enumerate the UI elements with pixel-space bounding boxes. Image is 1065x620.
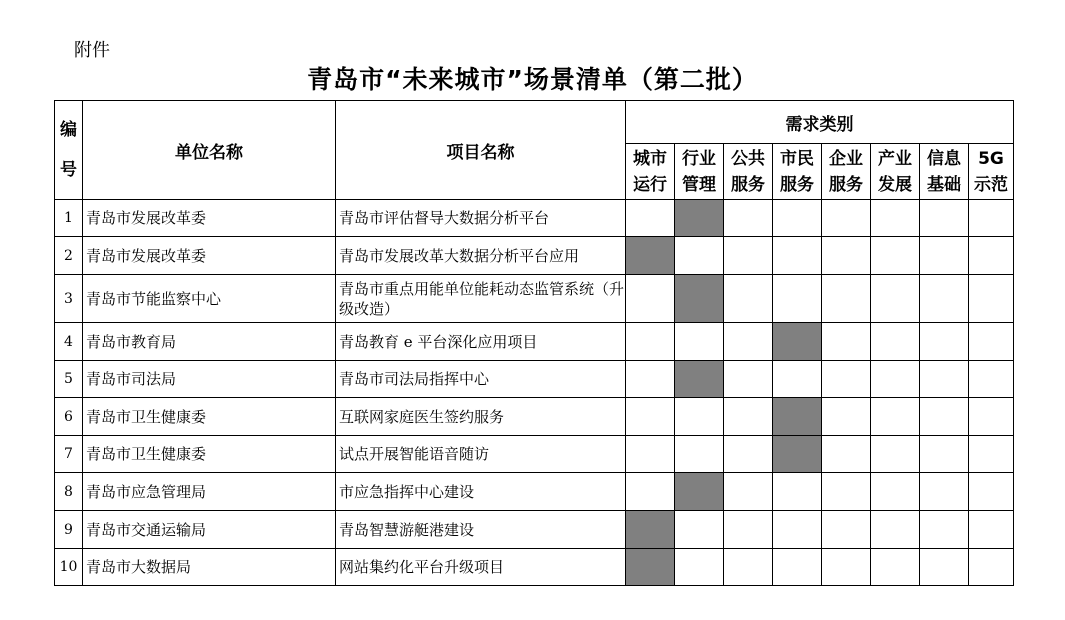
category-mark-empty [822, 275, 871, 323]
table-row [55, 511, 1014, 549]
project-name: 青岛市评估督导大数据分析平台 [336, 200, 626, 237]
table-row [55, 473, 1014, 511]
header-unit: 单位名称 [83, 101, 336, 200]
category-mark-empty [920, 473, 969, 511]
table-row [55, 361, 1014, 398]
category-mark-empty [724, 200, 773, 237]
category-line-2: 发展 [878, 174, 912, 195]
row-number: 7 [55, 436, 83, 473]
category-mark-filled [675, 473, 724, 511]
category-mark-empty [969, 473, 1014, 511]
project-name: 青岛智慧游艇港建设 [336, 511, 626, 549]
table-row [55, 436, 1014, 473]
category-mark-empty [724, 237, 773, 275]
attachment-label: 附件 [74, 40, 110, 61]
category-mark-empty [969, 436, 1014, 473]
row-number: 3 [55, 275, 83, 323]
category-mark-empty [871, 473, 920, 511]
unit-name: 青岛市卫生健康委 [83, 398, 336, 436]
category-mark-empty [822, 398, 871, 436]
category-mark-empty [822, 473, 871, 511]
category-mark-empty [626, 361, 675, 398]
header-number [55, 101, 83, 200]
unit-name: 青岛市节能监察中心 [83, 275, 336, 323]
table-row [55, 200, 1014, 237]
category-mark-empty [675, 237, 724, 275]
project-name: 青岛市重点用能单位能耗动态监管系统（升级改造） [336, 275, 626, 323]
category-mark-filled [773, 323, 822, 361]
category-mark-empty [675, 323, 724, 361]
category-mark-filled [626, 511, 675, 549]
category-line-1: 产业 [878, 148, 912, 169]
category-mark-empty [871, 398, 920, 436]
category-line-1: 企业 [829, 148, 863, 169]
category-mark-empty [969, 549, 1014, 586]
row-number: 2 [55, 237, 83, 275]
project-name: 市应急指挥中心建设 [336, 473, 626, 511]
category-mark-empty [822, 436, 871, 473]
category-mark-empty [724, 473, 773, 511]
row-number: 5 [55, 361, 83, 398]
page-title: 青岛市“未来城市”场景清单（第二批） [307, 65, 758, 94]
category-line-2: 服务 [829, 174, 863, 195]
unit-name: 青岛市卫生健康委 [83, 436, 336, 473]
category-line-1: 信息 [927, 148, 961, 169]
category-mark-empty [626, 275, 675, 323]
category-mark-empty [675, 436, 724, 473]
category-mark-empty [920, 323, 969, 361]
category-mark-empty [724, 361, 773, 398]
table-row [55, 237, 1014, 275]
category-mark-empty [871, 323, 920, 361]
category-mark-empty [724, 323, 773, 361]
row-number: 6 [55, 398, 83, 436]
category-mark-empty [773, 549, 822, 586]
header-category-8 [969, 144, 1014, 200]
category-mark-empty [626, 398, 675, 436]
project-name: 青岛市司法局指挥中心 [336, 361, 626, 398]
header-category-5 [822, 144, 871, 200]
category-mark-empty [822, 237, 871, 275]
category-line-2: 服务 [780, 174, 814, 195]
category-mark-empty [871, 237, 920, 275]
category-mark-empty [920, 361, 969, 398]
header-project: 项目名称 [336, 101, 626, 200]
header-category-1 [626, 144, 675, 200]
category-mark-empty [969, 323, 1014, 361]
category-mark-empty [920, 549, 969, 586]
unit-name: 青岛市应急管理局 [83, 473, 336, 511]
row-number: 8 [55, 473, 83, 511]
category-mark-empty [675, 549, 724, 586]
category-mark-empty [626, 473, 675, 511]
category-mark-empty [920, 237, 969, 275]
row-number: 9 [55, 511, 83, 549]
category-mark-empty [969, 361, 1014, 398]
category-mark-filled [675, 200, 724, 237]
category-mark-empty [626, 436, 675, 473]
category-mark-filled [773, 398, 822, 436]
category-mark-empty [920, 436, 969, 473]
unit-name: 青岛市发展改革委 [83, 237, 336, 275]
header-category-7 [920, 144, 969, 200]
category-mark-empty [675, 398, 724, 436]
category-mark-filled [675, 361, 724, 398]
table-row [55, 275, 1014, 323]
project-name: 青岛市发展改革大数据分析平台应用 [336, 237, 626, 275]
unit-name: 青岛市教育局 [83, 323, 336, 361]
category-line-1: 公共 [731, 148, 765, 169]
category-line-1: 行业 [682, 148, 716, 169]
row-number: 1 [55, 200, 83, 237]
header-category-3 [724, 144, 773, 200]
category-mark-empty [969, 511, 1014, 549]
row-number: 4 [55, 323, 83, 361]
category-line-1: 城市 [633, 148, 667, 169]
category-mark-empty [969, 398, 1014, 436]
header-category-6 [871, 144, 920, 200]
category-line-2: 管理 [682, 174, 716, 195]
category-mark-empty [675, 511, 724, 549]
header-category-2 [675, 144, 724, 200]
category-mark-empty [822, 200, 871, 237]
unit-name: 青岛市司法局 [83, 361, 336, 398]
category-mark-empty [773, 237, 822, 275]
category-mark-empty [871, 361, 920, 398]
category-mark-filled [626, 549, 675, 586]
category-mark-empty [871, 549, 920, 586]
category-mark-empty [871, 275, 920, 323]
category-mark-empty [626, 323, 675, 361]
category-mark-empty [724, 398, 773, 436]
category-mark-empty [822, 549, 871, 586]
project-name: 网站集约化平台升级项目 [336, 549, 626, 586]
category-line-1: 5G [978, 148, 1004, 169]
unit-name: 青岛市交通运输局 [83, 511, 336, 549]
category-mark-empty [871, 436, 920, 473]
category-mark-empty [969, 275, 1014, 323]
category-mark-empty [724, 511, 773, 549]
category-mark-empty [724, 549, 773, 586]
category-mark-empty [822, 511, 871, 549]
category-mark-empty [920, 200, 969, 237]
category-mark-empty [871, 200, 920, 237]
unit-name: 青岛市发展改革委 [83, 200, 336, 237]
header-category-group: 需求类别 [626, 101, 1014, 144]
table-row [55, 398, 1014, 436]
row-number: 10 [55, 549, 83, 586]
category-mark-empty [773, 361, 822, 398]
category-line-2: 基础 [927, 174, 961, 195]
category-mark-empty [969, 237, 1014, 275]
unit-name: 青岛市大数据局 [83, 549, 336, 586]
header-number-char-1: 编 [60, 120, 77, 140]
category-mark-empty [626, 200, 675, 237]
category-mark-empty [724, 436, 773, 473]
category-mark-filled [773, 436, 822, 473]
project-name: 青岛教育 e 平台深化应用项目 [336, 323, 626, 361]
scenario-table [54, 100, 1014, 586]
category-mark-filled [675, 275, 724, 323]
category-mark-empty [822, 361, 871, 398]
category-mark-empty [920, 275, 969, 323]
category-mark-empty [773, 511, 822, 549]
category-line-2: 服务 [731, 174, 765, 195]
category-mark-empty [773, 275, 822, 323]
project-name: 互联网家庭医生签约服务 [336, 398, 626, 436]
table-row [55, 323, 1014, 361]
category-mark-empty [920, 511, 969, 549]
category-mark-empty [920, 398, 969, 436]
category-mark-empty [724, 275, 773, 323]
header-number-char-2: 号 [60, 160, 77, 180]
table-row [55, 549, 1014, 586]
category-mark-empty [773, 473, 822, 511]
category-line-1: 市民 [780, 148, 814, 169]
header-category-4 [773, 144, 822, 200]
category-line-2: 示范 [974, 174, 1008, 195]
category-mark-empty [822, 323, 871, 361]
category-mark-empty [773, 200, 822, 237]
category-mark-empty [969, 200, 1014, 237]
project-name: 试点开展智能语音随访 [336, 436, 626, 473]
category-mark-empty [871, 511, 920, 549]
category-mark-filled [626, 237, 675, 275]
category-line-2: 运行 [633, 174, 667, 195]
